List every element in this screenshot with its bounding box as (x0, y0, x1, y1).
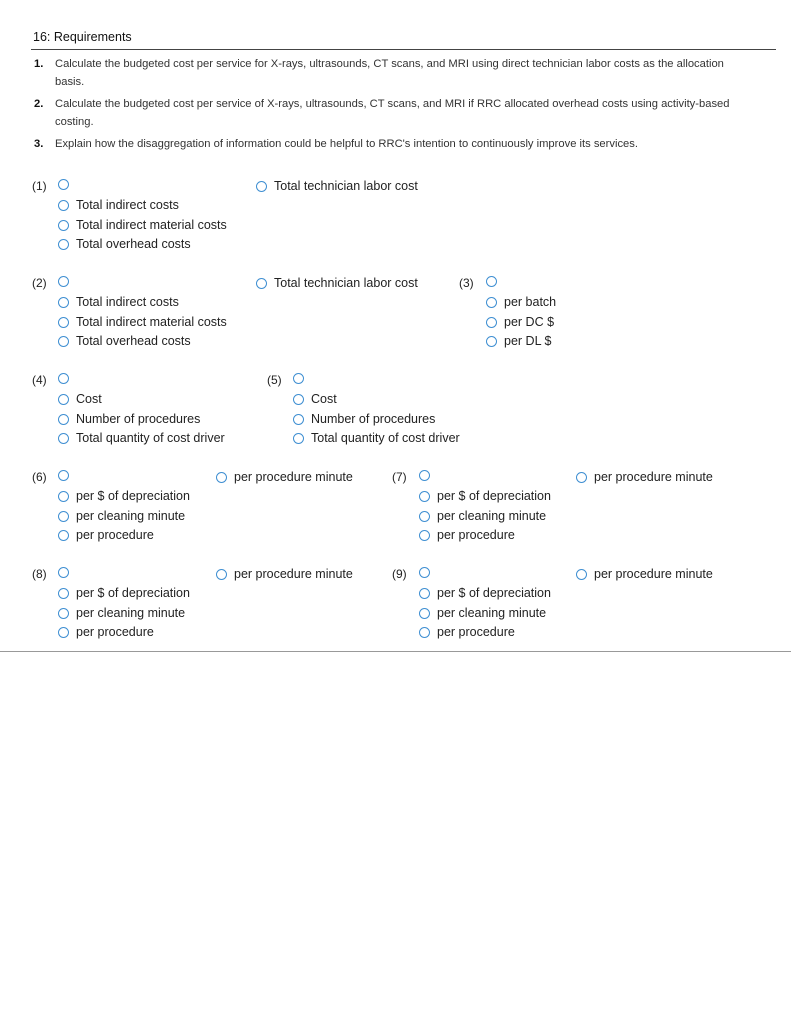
q4-option-cost-driver[interactable]: Total quantity of cost driver (58, 431, 225, 445)
question-3-label: (3) (459, 276, 474, 290)
requirement-text: Calculate the budgeted cost per service of X-rays, ultrasounds, CT scans, and MRI if RRC allocated overhead costs using activity-based costing. (55, 98, 730, 128)
question-9-label: (9) (392, 567, 407, 581)
q2-option-technician-labor[interactable]: Total technician labor cost (256, 276, 418, 290)
q8-option-cleaning-minute[interactable]: per cleaning minute (58, 606, 185, 620)
q1-option-indirect-costs[interactable]: Total indirect costs (58, 198, 179, 212)
q5-option-procedures[interactable]: Number of procedures (293, 412, 435, 426)
radio-icon[interactable] (58, 608, 69, 619)
question-2-label: (2) (32, 276, 47, 290)
requirement-number: 2. (34, 98, 44, 110)
radio-icon[interactable] (58, 530, 69, 541)
q6-option-cleaning-minute[interactable]: per cleaning minute (58, 509, 185, 523)
radio-icon[interactable] (216, 569, 227, 580)
q4-option-procedures[interactable]: Number of procedures (58, 412, 200, 426)
q2-option-overhead[interactable]: Total overhead costs (58, 334, 191, 348)
q3-option-per-batch[interactable]: per batch (486, 295, 556, 309)
requirement-number: 1. (34, 58, 44, 70)
q5-option-cost-driver[interactable]: Total quantity of cost driver (293, 431, 460, 445)
q1-blank-option[interactable] (58, 179, 76, 190)
q9-option-cleaning-minute[interactable]: per cleaning minute (419, 606, 546, 620)
title-divider (31, 49, 776, 50)
q8-option-procedure-minute[interactable]: per procedure minute (216, 567, 353, 581)
radio-icon[interactable] (58, 373, 69, 384)
radio-icon[interactable] (486, 297, 497, 308)
radio-icon[interactable] (419, 588, 430, 599)
question-8-label: (8) (32, 567, 47, 581)
radio-icon[interactable] (419, 491, 430, 502)
radio-icon[interactable] (419, 627, 430, 638)
q3-option-per-dc[interactable]: per DC $ (486, 315, 554, 329)
q8-option-per-procedure[interactable]: per procedure (58, 625, 154, 639)
question-5-label: (5) (267, 373, 282, 387)
radio-icon[interactable] (486, 336, 497, 347)
q6-option-procedure-minute[interactable]: per procedure minute (216, 470, 353, 484)
q6-option-per-procedure[interactable]: per procedure (58, 528, 154, 542)
radio-icon[interactable] (58, 567, 69, 578)
radio-icon[interactable] (486, 317, 497, 328)
radio-icon[interactable] (58, 179, 69, 190)
q5-option-cost[interactable]: Cost (293, 392, 337, 406)
q7-option-per-procedure[interactable]: per procedure (419, 528, 515, 542)
q7-option-cleaning-minute[interactable]: per cleaning minute (419, 509, 546, 523)
q8-option-depreciation[interactable]: per $ of depreciation (58, 586, 190, 600)
radio-icon[interactable] (419, 608, 430, 619)
radio-icon[interactable] (58, 200, 69, 211)
question-6-label: (6) (32, 470, 47, 484)
bottom-divider (0, 651, 791, 652)
radio-icon[interactable] (419, 530, 430, 541)
q7-option-depreciation[interactable]: per $ of depreciation (419, 489, 551, 503)
radio-icon[interactable] (58, 220, 69, 231)
requirement-number: 3. (34, 138, 44, 150)
q7-blank-option[interactable] (419, 470, 437, 481)
radio-icon[interactable] (58, 239, 69, 250)
radio-icon[interactable] (58, 470, 69, 481)
q4-option-cost[interactable]: Cost (58, 392, 102, 406)
radio-icon[interactable] (576, 472, 587, 483)
q9-option-procedure-minute[interactable]: per procedure minute (576, 567, 713, 581)
q6-blank-option[interactable] (58, 470, 76, 481)
radio-icon[interactable] (58, 317, 69, 328)
radio-icon[interactable] (58, 433, 69, 444)
q6-option-depreciation[interactable]: per $ of depreciation (58, 489, 190, 503)
radio-icon[interactable] (419, 470, 430, 481)
radio-icon[interactable] (58, 414, 69, 425)
radio-icon[interactable] (293, 433, 304, 444)
radio-icon[interactable] (58, 511, 69, 522)
radio-icon[interactable] (293, 394, 304, 405)
q9-option-depreciation[interactable]: per $ of depreciation (419, 586, 551, 600)
q3-blank-option[interactable] (486, 276, 504, 287)
q1-option-technician-labor[interactable]: Total technician labor cost (256, 179, 418, 193)
q9-blank-option[interactable] (419, 567, 437, 578)
radio-icon[interactable] (293, 373, 304, 384)
radio-icon[interactable] (58, 394, 69, 405)
radio-icon[interactable] (486, 276, 497, 287)
radio-icon[interactable] (256, 181, 267, 192)
requirement-text: Explain how the disaggregation of information could be helpful to RRC's intention to continuously improve its services. (55, 138, 638, 150)
q9-option-per-procedure[interactable]: per procedure (419, 625, 515, 639)
question-7-label: (7) (392, 470, 407, 484)
radio-icon[interactable] (58, 627, 69, 638)
q2-option-indirect-costs[interactable]: Total indirect costs (58, 295, 179, 309)
q4-blank-option[interactable] (58, 373, 76, 384)
q8-blank-option[interactable] (58, 567, 76, 578)
q2-blank-option[interactable] (58, 276, 76, 287)
radio-icon[interactable] (419, 511, 430, 522)
radio-icon[interactable] (58, 276, 69, 287)
radio-icon[interactable] (256, 278, 267, 289)
radio-icon[interactable] (419, 567, 430, 578)
q1-option-overhead[interactable]: Total overhead costs (58, 237, 191, 251)
question-1-label: (1) (32, 179, 47, 193)
requirement-text: Calculate the budgeted cost per service for X-rays, ultrasounds, CT scans, and MRI using direct technician labor costs as the allocation basis. (55, 58, 724, 88)
radio-icon[interactable] (58, 297, 69, 308)
radio-icon[interactable] (58, 336, 69, 347)
q7-option-procedure-minute[interactable]: per procedure minute (576, 470, 713, 484)
q3-option-per-dl[interactable]: per DL $ (486, 334, 551, 348)
page-title: 16: Requirements (33, 30, 132, 44)
radio-icon[interactable] (58, 491, 69, 502)
question-4-label: (4) (32, 373, 47, 387)
radio-icon[interactable] (58, 588, 69, 599)
q5-blank-option[interactable] (293, 373, 311, 384)
q2-option-indirect-material[interactable]: Total indirect material costs (58, 315, 227, 329)
radio-icon[interactable] (293, 414, 304, 425)
radio-icon[interactable] (576, 569, 587, 580)
q1-option-indirect-material[interactable]: Total indirect material costs (58, 218, 227, 232)
radio-icon[interactable] (216, 472, 227, 483)
